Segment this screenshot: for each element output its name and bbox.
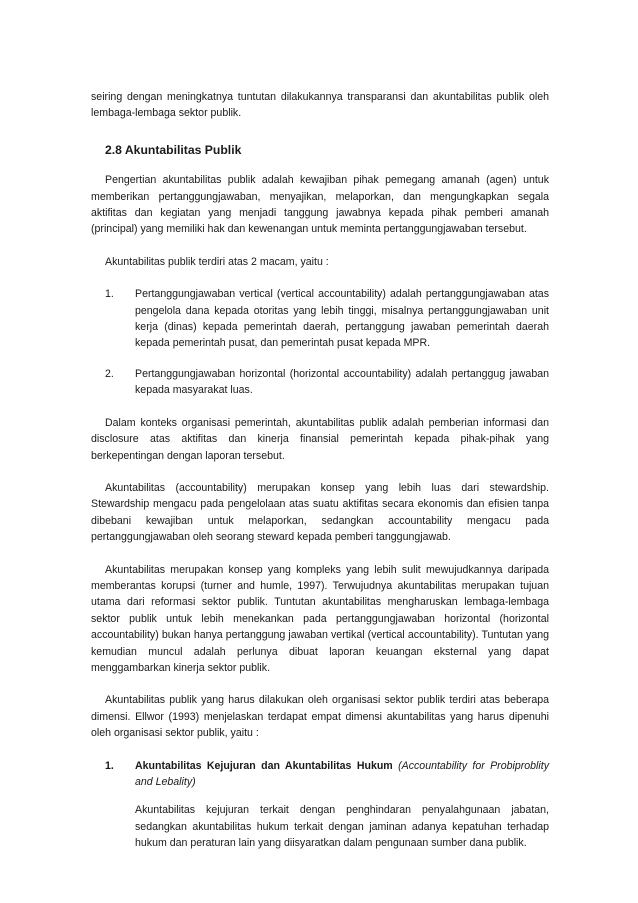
accountability-types-list bbox=[91, 286, 549, 398]
dimension-description: Akuntabilitas kejujuran terkait dengan penghindaran penyalahgunaan jabatan, sedangkan akuntabilitas hukum terkait dengan jaminan adanya kepatuhan terhadap hukum dan peraturan lain yang diisyaratkan dalam pengunaan sumber dana publik. bbox=[135, 804, 549, 850]
intro-paragraph: seiring dengan meningkatnya tuntutan dilakukannya transparansi dan akuntabilitas publik oleh lembaga-lembaga sektor publik. bbox=[91, 91, 549, 120]
list-item-text: Pertanggungjawaban vertical (vertical accountability) adalah pertanggungjawaban atas pengelola dana kepada otoritas yang lebih tinggi, misalnya pertanggungjawaban unit kerja (dinas) kepada pemerintah daerah, pertanggung jawaban pemerintah daerah kepada pemerintah pusat, dan pemerintah pusat kepada MPR. bbox=[135, 288, 549, 350]
dimension-english-term: Accountability for Probiproblity and Lebality bbox=[135, 759, 549, 788]
list-item bbox=[105, 366, 549, 399]
document-page bbox=[91, 89, 549, 852]
list-number: 1. bbox=[105, 288, 114, 301]
stewardship-paragraph: Akuntabilitas (accountability) merupakan konsep yang lebih luas dari stewardship. Stewardship mengacu pada pengelolaan atas suatu aktifitas secara ekonomis dan efisien tanpa dibebani kewajiban untuk melaporkan, sedangkan accountability mengacu pada pertanggungjawaban oleh seorang steward kepada pemberi tanggungjawab. bbox=[91, 481, 549, 544]
list-number: 1. bbox=[105, 759, 114, 772]
dimension-paren-close: ) bbox=[192, 776, 196, 788]
dimension-title: Akuntabilitas Kejujuran dan Akuntabilitas Hukum bbox=[135, 759, 393, 772]
dimension-paren-open: ( bbox=[392, 759, 402, 772]
dimensions-paragraph: Akuntabilitas publik yang harus dilakukan oleh organisasi sektor publik terdiri atas beberapa dimensi. Ellwor (1993) menjelaskan terdapat empat dimensi akuntabilitas yang harus dipenuhi oleh organisasi sektor publik, yaitu : bbox=[91, 694, 549, 740]
complexity-paragraph: Akuntabilitas merupakan konsep yang kompleks yang lebih sulit mewujudkannya daripada memberantas korupsi (turner and humle, 1997). Terwujudnya akuntabilitas merupakan tujuan utama dari reformasi sektor publik. Tuntutan akuntabilitas mengharuskan lembaga-lembaga sektor publik untuk lebih menekankan pada pertanggungjawaban horizontal (horizontal accountability) bukan hanya pertanggung jawaban vertikal (vertical accountability). Tuntutan yang kemudian muncul adalah perlunya dibuat laporan keuangan eksternal yang dapat menggambarkan kinerja sektor publik. bbox=[91, 563, 549, 674]
list-number: 2. bbox=[105, 367, 114, 380]
section-heading: 2.8 Akuntabilitas Publik bbox=[105, 142, 242, 157]
dimensions-list bbox=[91, 758, 549, 791]
types-intro-paragraph: Akuntabilitas publik terdiri atas 2 macam, yaitu : bbox=[105, 255, 329, 268]
definition-paragraph: Pengertian akuntabilitas publik adalah kewajiban pihak pemegang amanah (agen) untuk memberikan pertanggungjawaban, menyajikan, melaporkan, dan mengungkapkan segala aktifitas dan kegiatan yang menjadi tanggung jawabnya kepada pihak pemberi amanah (principal) yang memiliki hak dan kewenangan untuk meminta pertanggungjawaban tersebut. bbox=[91, 174, 549, 236]
list-item bbox=[105, 286, 549, 352]
context-paragraph: Dalam konteks organisasi pemerintah, akuntabilitas publik adalah pemberian informasi dan disclosure atas aktifitas dan kinerja finansial pemerintah kepada pihak-pihak yang berkepentingan dengan laporan tersebut. bbox=[91, 416, 549, 462]
list-item bbox=[105, 758, 549, 791]
list-item-text: Pertanggungjawaban horizontal (horizontal accountability) adalah pertanggug jawaban kepada masyarakat luas. bbox=[135, 367, 549, 397]
